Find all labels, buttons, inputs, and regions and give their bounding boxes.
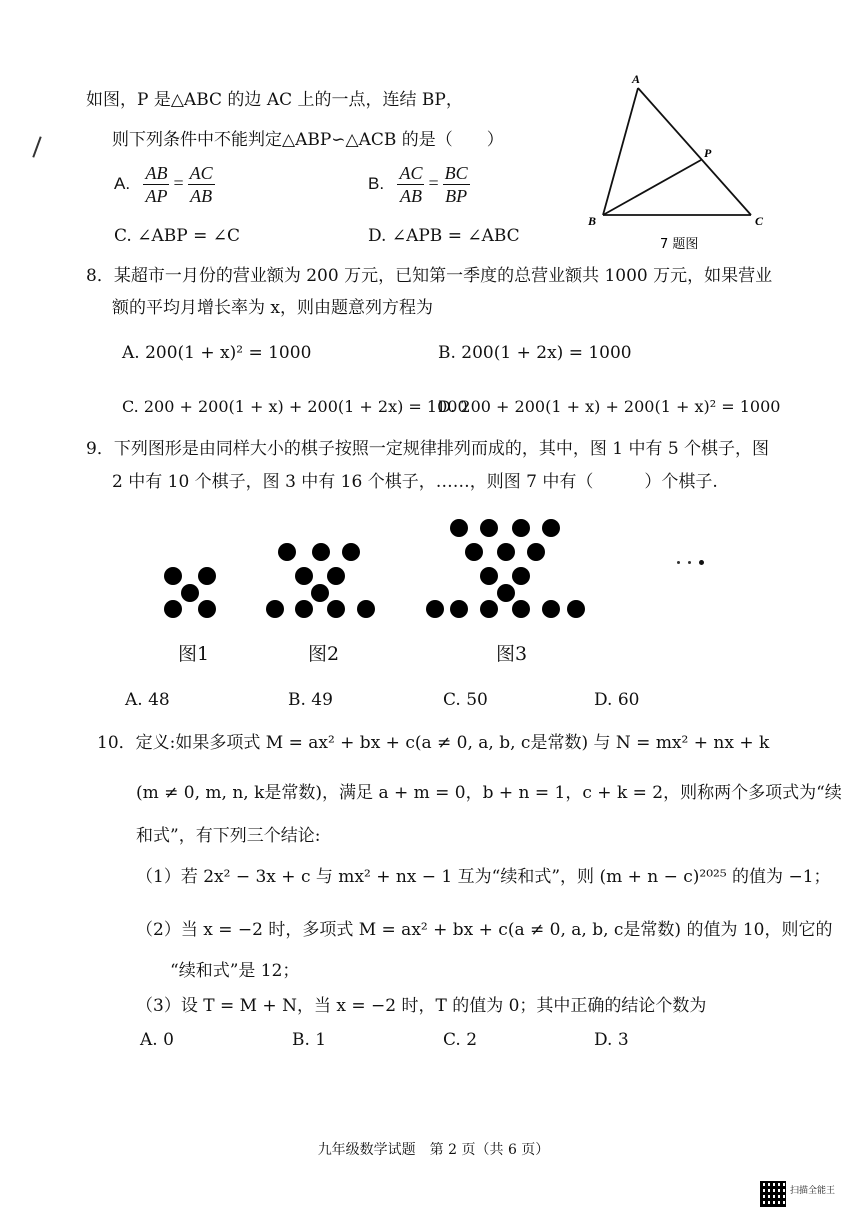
qr-code-icon (760, 1181, 786, 1207)
figure-3-label: 图3 (496, 643, 528, 665)
q8-line1: 8．某超市一月份的营业额为 200 万元，已知第一季度的总营业额共 1000 万元，如果营业 (86, 266, 773, 286)
chess-piece (342, 543, 360, 561)
vertex-label-b: B (588, 214, 597, 228)
q7-line1: 如图，P 是△ABC 的边 AC 上的一点，连结 BP， (86, 90, 463, 110)
q8-option-a: A. 200(1 + x)² = 1000 (122, 343, 312, 363)
figure-1-label: 图1 (178, 643, 210, 665)
q7-option-b-label: B. (368, 174, 385, 193)
chess-piece (426, 600, 444, 618)
q10-line2: (m ≠ 0, m, n, k是常数)，满足 a + m = 0，b + n = 1，c + k = 2，则称两个多项式为“续 (136, 783, 842, 803)
vertex-label-a: A (632, 72, 641, 86)
chess-piece (266, 600, 284, 618)
chess-piece (497, 543, 515, 561)
page-footer: 九年级数学试题 第 2 页（共 6 页） (317, 1142, 550, 1158)
q8-option-d: D. 200 + 200(1 + x) + 200(1 + x)² = 1000 (438, 397, 781, 416)
q10-option-d: D. 3 (594, 1030, 629, 1050)
chess-piece (198, 600, 216, 618)
chess-piece (295, 567, 313, 585)
chess-piece (450, 600, 468, 618)
stray-dot (688, 561, 691, 564)
chess-piece (542, 519, 560, 537)
chess-piece (450, 519, 468, 537)
chess-piece (480, 567, 498, 585)
q9-line1: 9．下列图形是由同样大小的棋子按照一定规律排列而成的，其中，图 1 中有 5 个棋子，图 (86, 439, 770, 459)
q10-conclusion-2: （2）当 x = −2 时，多项式 M = ax² + bx + c(a ≠ 0, a, b, c是常数) 的值为 10，则它的 (136, 920, 833, 940)
chess-piece (181, 584, 199, 602)
figure-2-label: 图2 (308, 643, 340, 665)
chess-piece (312, 543, 330, 561)
q10-line3: 和式”，有下列三个结论: (136, 826, 321, 846)
chess-piece (164, 567, 182, 585)
figure-caption: 7 题图 (660, 237, 699, 252)
fraction: $\frac{AC}{AB}$ (399, 163, 423, 206)
q7-option-d: D. ∠APB = ∠ABC (368, 226, 520, 246)
chess-piece (512, 519, 530, 537)
chess-piece (327, 567, 345, 585)
chess-piece (295, 600, 313, 618)
q9-option-a: A. 48 (125, 690, 170, 710)
vertex-label-c: C (755, 214, 764, 228)
q10-option-c: C. 2 (443, 1030, 478, 1050)
q10-line1: 10．定义:如果多项式 M = ax² + bx + c(a ≠ 0, a, b, c是常数) 与 N = mx² + nx + k (97, 733, 770, 753)
q10-option-a: A. 0 (140, 1030, 174, 1050)
q7-option-b: B. $\frac{AC}{AB}$ = $\frac{BC}{BP}$ (368, 163, 468, 206)
q9-option-c: C. 50 (443, 690, 488, 710)
q10-conclusion-2b: “续和式”是 12； (170, 961, 300, 981)
fraction: $\frac{AC}{AB}$ (189, 163, 213, 206)
chess-piece (512, 600, 530, 618)
chess-piece (357, 600, 375, 618)
fraction: $\frac{BC}{BP}$ (444, 163, 468, 206)
q7-option-a-label: A. (114, 174, 131, 193)
chess-piece (480, 600, 498, 618)
vertex-label-p: P (704, 146, 712, 160)
q10-conclusion-1: （1）若 2x² − 3x + c 与 mx² + nx − 1 互为“续和式”，则 (m + n − c)²⁰²⁵ 的值为 −1； (136, 867, 831, 887)
chess-piece (480, 519, 498, 537)
chess-piece (465, 543, 483, 561)
q10-option-b: B. 1 (292, 1030, 327, 1050)
chess-piece (164, 600, 182, 618)
q8-option-c: C. 200 + 200(1 + x) + 200(1 + 2x) = 1000 (122, 397, 468, 416)
stray-dot (677, 561, 680, 564)
pen-mark (32, 136, 41, 157)
chess-piece (327, 600, 345, 618)
q7-option-c: C. ∠ABP = ∠C (114, 226, 240, 246)
q8-option-b: B. 200(1 + 2x) = 1000 (438, 343, 632, 363)
chess-piece (527, 543, 545, 561)
q7-option-a: A. $\frac{AB}{AP}$ = $\frac{AC}{AB}$ (114, 163, 213, 206)
q9-option-b: B. 49 (288, 690, 333, 710)
triangle-figure (580, 68, 780, 253)
q9-option-d: D. 60 (594, 690, 640, 710)
chess-piece (278, 543, 296, 561)
stray-dot (699, 560, 704, 565)
fraction: $\frac{AB}{AP}$ (145, 163, 168, 206)
q9-line2: 2 中有 10 个棋子，图 3 中有 16 个棋子，……，则图 7 中有（ ）个棋子. (112, 472, 718, 492)
chess-piece (497, 584, 515, 602)
scanner-watermark: 扫描全能王 (790, 1186, 836, 1196)
chess-piece (512, 567, 530, 585)
chess-piece (567, 600, 585, 618)
q8-line2: 额的平均月增长率为 x，则由题意列方程为 (112, 298, 433, 318)
q7-line2: 则下列条件中不能判定△ABP∽△ACB 的是（ ） (112, 130, 504, 150)
q10-conclusion-3: （3）设 T = M + N，当 x = −2 时，T 的值为 0；其中正确的结论个数为 (136, 996, 707, 1016)
chess-piece (311, 584, 329, 602)
chess-piece (198, 567, 216, 585)
chess-piece (542, 600, 560, 618)
